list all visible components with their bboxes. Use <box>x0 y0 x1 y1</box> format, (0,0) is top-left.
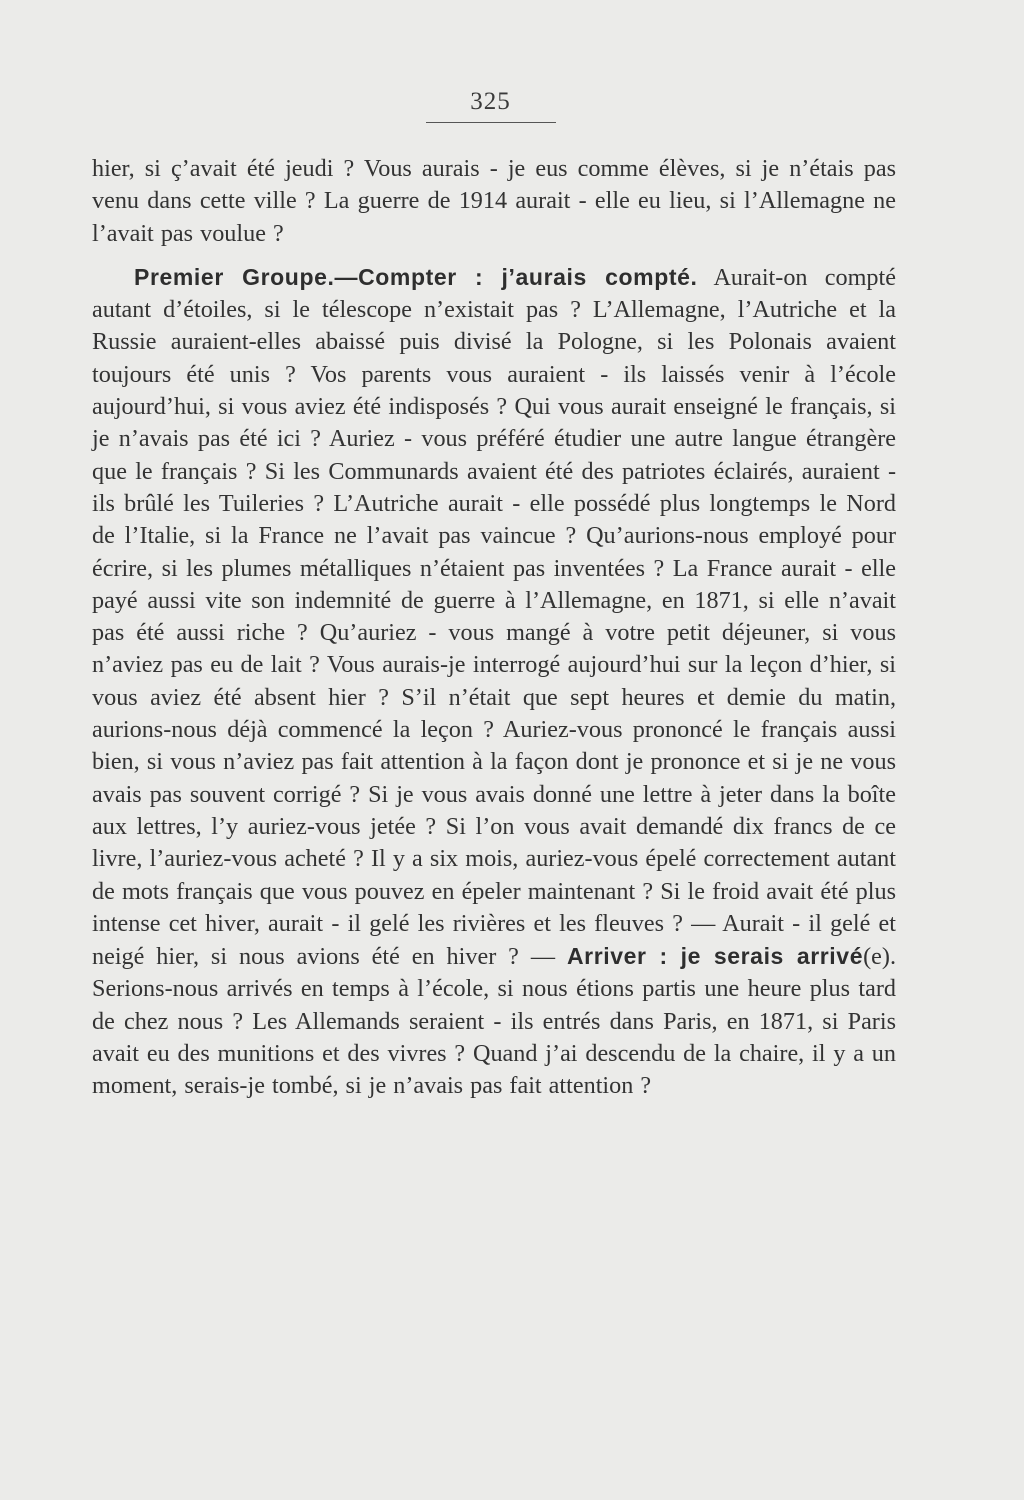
subsection-heading-suffix: (e). <box>863 943 896 971</box>
intro-paragraph: hier, si ç’avait été jeudi ? Vous aurais - je eus comme élèves, si je n’étais pas venu dans cette ville ? La guerre de 1914 aurait - elle eu lieu, si l’Allemagne ne l’avait pas voulue ? <box>92 155 896 247</box>
subsection-heading: Arriver : je serais arrivé <box>566 943 864 970</box>
section-text-1: Aurait-on compté autant d’étoiles, si le télescope n’existait pas ? L’Allemagne, l’Autriche et la Russie auraient-elles abaissé puis divisé la Pologne, si les Polonais avaient toujours été unis ? Vos parents vous auraient - ils laissés venir à l’école aujourd’hui, si vous aviez été indisposés ? Qui vous aurait enseigné le français, si je n’avais pas été ici ? Auriez - vous préféré étudier une autre langue étrangère que le français ? Si les Communards avaient été des patriotes éclairés, auraient - ils brûlé les Tuileries ? L’Autriche aurait - elle possédé plus longtemps le Nord de l’Italie, si la France ne l’avait pas vaincue ? Qu’aurions-nous employé pour écrire, si les plumes métalliques n’étaient pas inventées ? La France aurait - elle payé aussi vite son indemnité de guerre à l’Allemagne, en 1871, si elle n’avait pas été aussi riche ? Qu’auriez - vous mangé à votre petit déjeuner, si vous n’aviez pas eu de lait ? Vous aurais-je interrogé aujourd’hui sur la leçon d’hier, si vous aviez été absent hier ? S’il n’était que sept heures et demie du matin, aurions-nous déjà commencé la leçon ? Auriez-vous prononcé le français aussi bien, si vous n’aviez pas fait attention à la façon dont je prononce et si je ne vous avais pas souvent corrigé ? Si je vous avais donné une lettre à jeter dans la boîte aux lettres, l’y auriez-vous jetée ? Si l’on vous avait demandé dix francs de ce livre, l’auriez-vous acheté ? Il y a six mois, auriez-vous épelé correctement autant de mots français que vous pouvez en épeler maintenant ? Si le froid avait été plus intense cet hiver, aurait - il gelé les rivières et les fleuves ? — Aurait - il gelé et neigé hier, si nous avions été en hiver ? — <box>92 263 896 971</box>
section-heading: Premier Groupe.—Compter : j’aurais compté. <box>134 263 698 290</box>
page-body <box>92 153 896 1103</box>
section-text-2: Serions-nous arrivés en temps à l’école, si nous étions partis une heure plus tard de chez nous ? Les Allemands seraient - ils entrés dans Paris, en 1871, si Paris avait eu des munitions et des vivres ? Quand j’ai descendu de la chaire, il y a un moment, serais-je tombé, si je n’avais pas fait attention ? <box>92 975 896 1100</box>
section-paragraph <box>92 261 896 1103</box>
page-number-rule <box>426 122 556 123</box>
page-number: 325 <box>470 88 511 115</box>
